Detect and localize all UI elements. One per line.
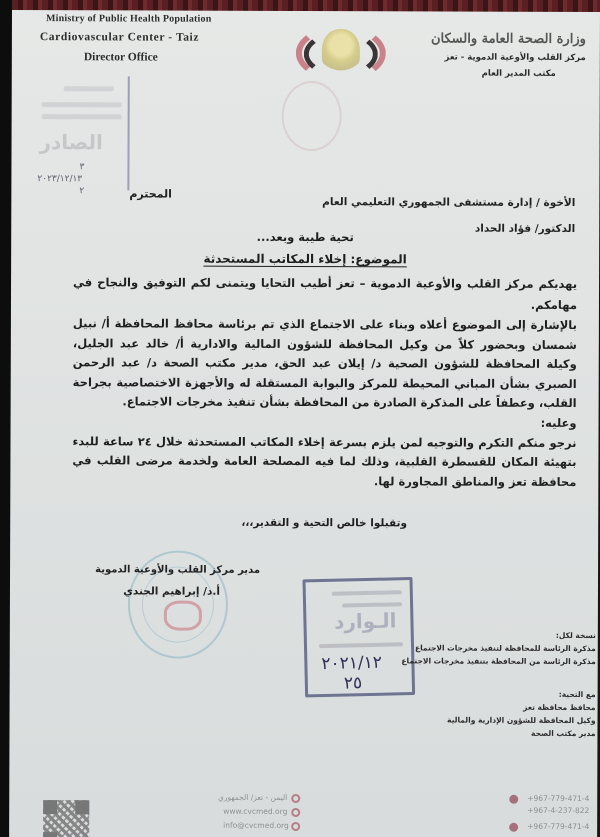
greeting: تحية طيبة وبعد...: [256, 229, 354, 245]
center-name-ar: مركز القلب والأوعية الدموية - تعز: [444, 52, 586, 64]
arabic-letterhead: [431, 31, 586, 79]
signature-block: [80, 564, 260, 598]
addressee-institution: الأخوة / إدارة مستشفى الجمهوري التعليمي العام: [322, 196, 576, 209]
english-letterhead: [40, 10, 212, 67]
mobile-icon: [509, 823, 518, 832]
letter-footer: [9, 780, 597, 837]
outgoing-date: ٢٠٢٣/١٢/١٣: [37, 174, 83, 185]
copies-item: مذكرة الرئاسة للمحافظة لتنفيذ مخرجات الاجتماع: [414, 643, 596, 654]
copies-with-item: مدير مكتب الصحة: [531, 728, 596, 739]
outgoing-stamp: [33, 76, 129, 197]
copies-block: [395, 628, 595, 740]
copies-with-item: محافظ محافظة تعز: [523, 702, 596, 713]
footer-phone-2: +967-4-237-822: [527, 805, 590, 816]
footer-website: www.cvcmed.org: [223, 806, 288, 816]
footer-phone-1: +967-779-471-4: [527, 793, 590, 804]
footer-email: info@cvcmed.org: [223, 820, 289, 830]
outgoing-stamp-title: الصادر: [39, 130, 103, 155]
qr-code-icon: [43, 800, 89, 837]
watermark-emblem: [282, 81, 342, 151]
location-icon: [291, 794, 300, 803]
body-therefore-label: وعليه:: [540, 415, 577, 430]
letter-page: [9, 10, 600, 837]
received-number: ٢٥: [343, 673, 363, 694]
copies-with-label: مع التحية:: [558, 689, 596, 700]
center-name-en: Cardiovascular Center - Taiz: [39, 31, 200, 44]
email-icon: [291, 822, 300, 831]
footer-phone-3: +967-779-471-4: [527, 821, 590, 832]
office-name-en: Director Office: [83, 51, 158, 64]
outgoing-number: ٣: [79, 162, 85, 173]
letter-body: [72, 272, 577, 492]
signatory-title: مدير مركز القلب والأوعية الدموية: [95, 564, 261, 576]
copies-with-item: وكيل المحافظة للشؤون الإدارية والمالية: [447, 715, 596, 726]
phone-icon: [509, 795, 518, 804]
yemen-eagle-emblem-icon: [296, 25, 386, 85]
copies-header: نسخة لكل:: [555, 630, 596, 641]
footer-address: اليمن - تعز/ الجمهوري: [217, 792, 288, 802]
ministry-name-ar: وزارة الصحة العامة والسكان: [430, 31, 586, 48]
body-paragraph-reference: بالإشارة إلى الموضوع أعلاه وبناء على الاجتماع الذي تم برئاسة محافظ المحافظة أ/ نبيل شمسان وبحضور كلاً من وكيل المحافظة للشؤون المالية والادارية أ/ خالد عبد الجليل، وكيلة المحافظة للشؤون الصحية د/ إيلان عبد الحق، مدير مكتب الصحة د/ عبد الرحمن الصبري بشأن المباني المحيطة للمركز والبوابة المستقلة له والأجهزة الاختصاصية بجراحة القلب، وعطفاً على المذكرة الصادرة من المحافظة بشأن تنفيذ مخرجات الاجتماع.: [72, 316, 577, 411]
outgoing-attachments: ٢: [79, 186, 85, 197]
received-stamp-title: الـوارد: [333, 608, 397, 634]
copies-item: مذكرة الرئاسة من المحافظة بتنفيذ مخرجات الاجتماع: [401, 656, 596, 667]
addressee-person: الدكتور/ فؤاد الحداد: [474, 222, 576, 235]
received-date: ٢٠٢١/١٢: [321, 652, 383, 675]
body-paragraph-request: نرجو منكم التكرم والتوجيه لمن يلزم بسرعة إخلاء المكاتب المستحدثة خلال ٢٤ ساعة للبدء بتهيئة المكان للقسطرة القلبية، وذلك لما فيه المصلحة العامة ولخدمة مرضى القلب في محافظة تعز والمناطق المجاورة لها.: [72, 433, 577, 489]
globe-icon: [291, 808, 300, 817]
signatory-name: أ.د/ إبراهيم الجندي: [123, 585, 220, 598]
body-paragraph-intro: يهديكم مركز القلب والأوعية الدموية – تعز أطيب التحايا ويتمنى لكم التوفيق والنجاح في مهامكم.: [73, 275, 578, 312]
office-name-ar: مكتب المدير العام: [481, 68, 556, 79]
closing-line: وتقبلوا خالص التحية و التقدير،،،: [241, 516, 408, 530]
ministry-name-en: Ministry of Public Health Population: [45, 13, 212, 25]
respected-label: المحترم: [129, 187, 172, 201]
subject-line: الموضوع: إخلاء المكاتب المستحدثة: [203, 251, 407, 267]
